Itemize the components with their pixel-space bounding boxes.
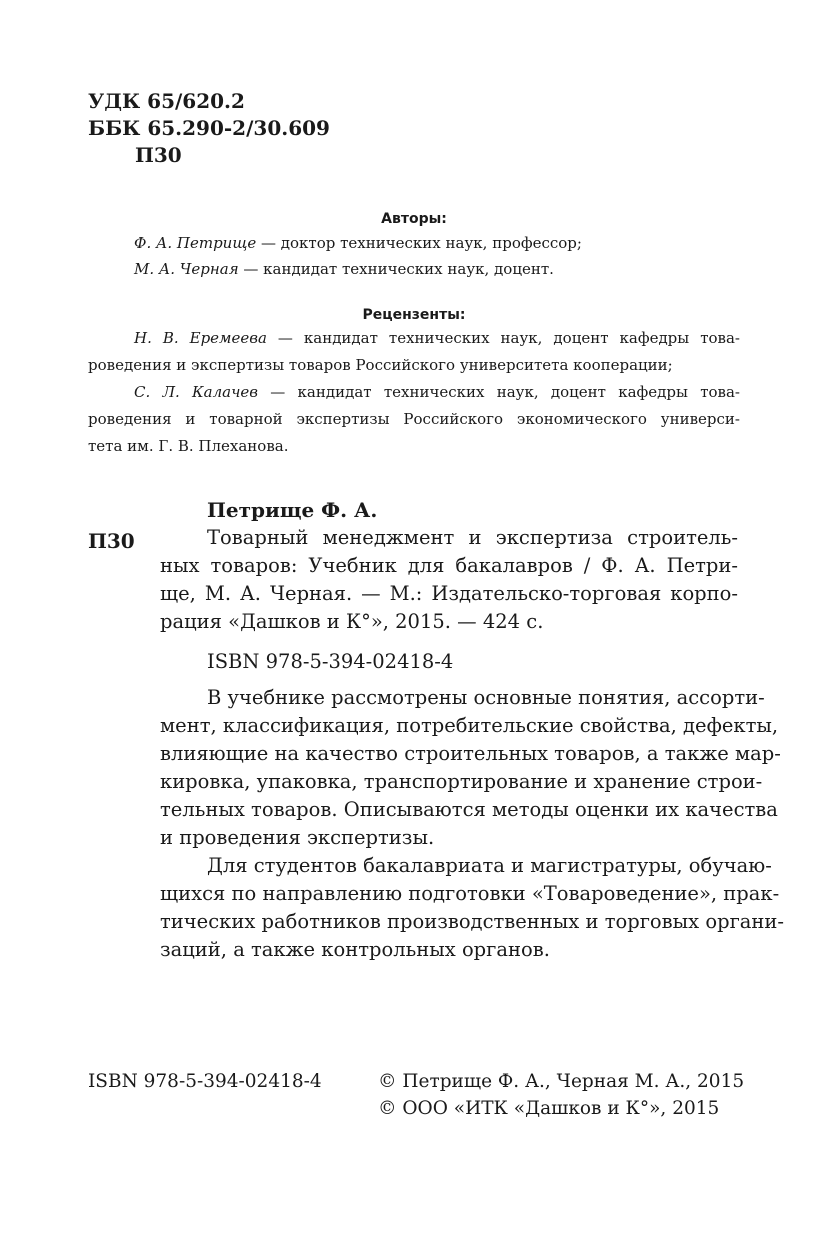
author-1-desc: — доктор технических наук, профессор;: [256, 234, 582, 252]
reviewer-2-name: С. Л. Калачев: [134, 383, 259, 401]
author-1-name: Ф. А. Петрище: [134, 234, 257, 252]
footer-copyright-authors: © Петрище Ф. А., Черная М. А., 2015: [378, 1071, 745, 1092]
annotation-p1-line1: В учебнике рассмотрены основные понятия, ассорти-: [207, 686, 765, 709]
bib-author-heading: Петрище Ф. А.: [207, 498, 378, 522]
reviewer-1-name: Н. В. Еремеева: [134, 329, 267, 347]
reviewer-2-line2: роведения и товарной экспертизы Российского экономического универси-: [88, 410, 740, 428]
annotation-p2-line4: заций, а также контрольных органов.: [160, 938, 550, 961]
annotation-p2-line3: тических работников производственных и торговых органи-: [160, 910, 785, 933]
bib-line-3: ще, М. А. Черная. — М.: Издательско-торговая корпо-: [160, 582, 738, 605]
annotation-p1-line6: и проведения экспертизы.: [160, 826, 435, 849]
footer-copyright-publisher: © ООО «ИТК «Дашков и К°», 2015: [378, 1098, 720, 1119]
reviewers-heading: Рецензенты:: [362, 307, 466, 323]
author-2: [134, 256, 554, 283]
bib-line-4: рация «Дашков и К°», 2015. — 424 с.: [160, 610, 544, 633]
bib-line-2: ных товаров: Учебник для бакалавров / Ф. А. Петри-: [160, 554, 738, 577]
reviewers-block: [88, 325, 740, 460]
reviewer-2-line3: тета им. Г. В. Плеханова.: [88, 437, 289, 455]
reviewer-1-line1: Н. В. Еремеева — кандидат технических наук, доцент кафедры това-: [134, 329, 740, 347]
footer-isbn: ISBN 978-5-394-02418-4: [88, 1071, 322, 1092]
annotation-p1-line2: мент, классификация, потребительские свойства, дефекты,: [160, 714, 779, 737]
bib-isbn: ISBN 978-5-394-02418-4: [207, 650, 454, 673]
annotation-p2-line2: щихся по направлению подготовки «Товароведение», прак-: [160, 882, 780, 905]
authors-heading: Авторы:: [381, 211, 447, 227]
annotation: [160, 684, 785, 964]
bbk-code: ББК 65.290-2/30.609: [88, 116, 330, 140]
author-1: [134, 230, 582, 257]
annotation-p1-line4: кировка, упаковка, транспортирование и хранение строи-: [160, 770, 763, 793]
author-2-name: М. А. Черная: [134, 260, 239, 278]
bib-description: [160, 524, 738, 636]
annotation-p2-line1: Для студентов бакалавриата и магистратуры, обучаю-: [207, 854, 772, 877]
bib-line-1: Товарный менеджмент и экспертиза строитель-: [207, 526, 738, 549]
author-2-desc: — кандидат технических наук, доцент.: [238, 260, 554, 278]
bib-mark: П30: [88, 529, 135, 553]
annotation-p1-line3: влияющие на качество строительных товаров, а также мар-: [160, 742, 781, 765]
annotation-p1-line5: тельных товаров. Описываются методы оценки их качества: [160, 798, 778, 821]
reviewer-2-line1: С. Л. Калачев — кандидат технических наук, доцент кафедры това-: [134, 383, 740, 401]
reviewer-1-line2: роведения и экспертизы товаров Российского университета кооперации;: [88, 356, 673, 374]
udk-code: УДК 65/620.2: [88, 89, 245, 113]
author-mark: П30: [135, 143, 182, 167]
